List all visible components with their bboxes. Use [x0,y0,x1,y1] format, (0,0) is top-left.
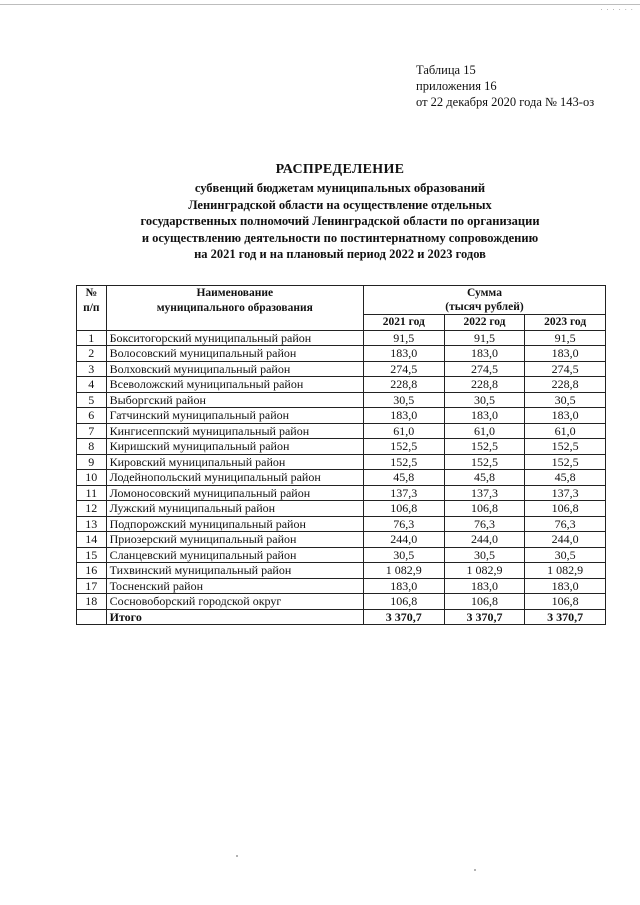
amount-2021: 1 082,9 [363,563,444,579]
amount-2021: 30,5 [363,547,444,563]
table-row [77,377,606,393]
column-header-year-2021: 2021 год [363,315,444,331]
amount-2023: 244,0 [525,532,606,548]
amount-2023: 183,0 [525,578,606,594]
municipality-name: Ломоносовский муниципальный район [106,485,363,501]
column-header-name-line2: муниципального образования [156,301,313,314]
amount-2021: 137,3 [363,485,444,501]
table-row [77,423,606,439]
row-number: 8 [77,439,107,455]
amount-2022: 137,3 [444,485,525,501]
scan-speck [474,869,476,871]
row-number: 1 [77,330,107,346]
municipality-name: Кингисеппский муниципальный район [106,423,363,439]
municipality-name: Волховский муниципальный район [106,361,363,377]
table-row [77,516,606,532]
table-total-row [77,609,606,625]
amount-2021: 183,0 [363,346,444,362]
municipality-name: Подпорожский муниципальный район [106,516,363,532]
table-row [77,563,606,579]
amount-2022: 30,5 [444,392,525,408]
row-number: 13 [77,516,107,532]
amount-2023: 91,5 [525,330,606,346]
scan-speck [236,855,238,857]
table-header-row [77,286,606,315]
amount-2021: 244,0 [363,532,444,548]
amount-2022: 45,8 [444,470,525,486]
amount-2023: 183,0 [525,346,606,362]
amount-2023: 30,5 [525,547,606,563]
amount-2022: 228,8 [444,377,525,393]
table-row [77,392,606,408]
total-number-cell [77,609,107,625]
municipality-name: Кировский муниципальный район [106,454,363,470]
amount-2022: 106,8 [444,594,525,610]
total-label: Итого [106,609,363,625]
table-row [77,594,606,610]
amount-2023: 183,0 [525,408,606,424]
table-row [77,485,606,501]
column-header-sum-line1: Сумма [466,287,502,299]
table-row [77,501,606,517]
amount-2021: 106,8 [363,501,444,517]
row-number: 5 [77,392,107,408]
scan-top-edge [0,4,640,5]
column-header-sum [363,286,605,315]
title-line: государственных полномочий Ленинградской области по организации [140,214,540,228]
amount-2023: 274,5 [525,361,606,377]
document-reference [416,62,594,110]
amount-2023: 228,8 [525,377,606,393]
appendix-number: приложения 16 [416,79,497,93]
amount-2023: 106,8 [525,501,606,517]
amount-2022: 274,5 [444,361,525,377]
amount-2023: 152,5 [525,439,606,455]
row-number: 17 [77,578,107,594]
municipality-name: Тосненский район [106,578,363,594]
title-line: Ленинградской области на осуществление отдельных [188,197,492,212]
amount-2023: 30,5 [525,392,606,408]
law-reference: от 22 декабря 2020 года № 143-оз [416,95,595,109]
column-header-name [106,286,363,331]
row-number: 14 [77,532,107,548]
table-row [77,361,606,377]
amount-2022: 244,0 [444,532,525,548]
row-number: 10 [77,470,107,486]
amount-2021: 30,5 [363,392,444,408]
row-number: 3 [77,361,107,377]
total-2021: 3 370,7 [363,609,444,625]
municipality-name: Всеволожский муниципальный район [106,377,363,393]
row-number: 12 [77,501,107,517]
table-row [77,454,606,470]
table-row [77,547,606,563]
amount-2023: 61,0 [525,423,606,439]
amount-2023: 106,8 [525,594,606,610]
amount-2021: 183,0 [363,578,444,594]
row-number: 2 [77,346,107,362]
amount-2021: 228,8 [363,377,444,393]
total-2022: 3 370,7 [444,609,525,625]
municipality-name: Волосовский муниципальный район [106,346,363,362]
distribution-table [76,285,606,625]
amount-2022: 106,8 [444,501,525,517]
title-line: субвенций бюджетам муниципальных образований [194,181,486,195]
municipality-name: Выборгский район [106,392,363,408]
amount-2022: 1 082,9 [444,563,525,579]
row-number: 4 [77,377,107,393]
amount-2021: 91,5 [363,330,444,346]
table-row [77,532,606,548]
title-line: на 2021 год и на плановый период 2022 и 2023 годов [194,247,486,261]
amount-2022: 30,5 [444,547,525,563]
column-header-year-2023: 2023 год [525,315,606,331]
amount-2022: 91,5 [444,330,525,346]
amount-2021: 152,5 [363,454,444,470]
amount-2023: 152,5 [525,454,606,470]
title-line: и осуществлению деятельности по постинтернатному сопровождению [141,230,539,245]
amount-2022: 183,0 [444,346,525,362]
title-heading: РАСПРЕДЕЛЕНИЕ [275,162,405,177]
amount-2022: 76,3 [444,516,525,532]
amount-2023: 1 082,9 [525,563,606,579]
amount-2022: 183,0 [444,408,525,424]
table-row [77,408,606,424]
column-header-number: № п/п [77,286,107,331]
amount-2022: 61,0 [444,423,525,439]
amount-2022: 183,0 [444,578,525,594]
row-number: 7 [77,423,107,439]
table-row [77,330,606,346]
row-number: 9 [77,454,107,470]
amount-2021: 61,0 [363,423,444,439]
municipality-name: Тихвинский муниципальный район [106,563,363,579]
row-number: 15 [77,547,107,563]
municipality-name: Гатчинский муниципальный район [106,408,363,424]
document-title [100,160,580,263]
amount-2022: 152,5 [444,439,525,455]
amount-2022: 152,5 [444,454,525,470]
amount-2021: 183,0 [363,408,444,424]
amount-2021: 45,8 [363,470,444,486]
total-2023: 3 370,7 [525,609,606,625]
table-row [77,470,606,486]
table-row [77,578,606,594]
amount-2021: 76,3 [363,516,444,532]
table-number: Таблица 15 [416,63,476,77]
municipality-name: Сланцевский муниципальный район [106,547,363,563]
amount-2021: 106,8 [363,594,444,610]
amount-2021: 152,5 [363,439,444,455]
row-number: 6 [77,408,107,424]
table-body [77,330,606,609]
row-number: 16 [77,563,107,579]
column-header-sum-line2: (тысяч рублей) [445,301,524,313]
row-number: 11 [77,485,107,501]
column-header-year-2022: 2022 год [444,315,525,331]
table-row [77,346,606,362]
table-row [77,439,606,455]
municipality-name: Киришский муниципальный район [106,439,363,455]
row-number: 18 [77,594,107,610]
amount-2021: 274,5 [363,361,444,377]
municipality-name: Бокситогорский муниципальный район [106,330,363,346]
municipality-name: Сосновоборский городской округ [106,594,363,610]
amount-2023: 76,3 [525,516,606,532]
municipality-name: Лодейнопольский муниципальный район [106,470,363,486]
municipality-name: Лужский муниципальный район [106,501,363,517]
amount-2023: 137,3 [525,485,606,501]
scan-mark: · · · · · · [600,6,634,14]
amount-2023: 45,8 [525,470,606,486]
column-header-name-line1: Наименование [196,287,274,299]
municipality-name: Приозерский муниципальный район [106,532,363,548]
